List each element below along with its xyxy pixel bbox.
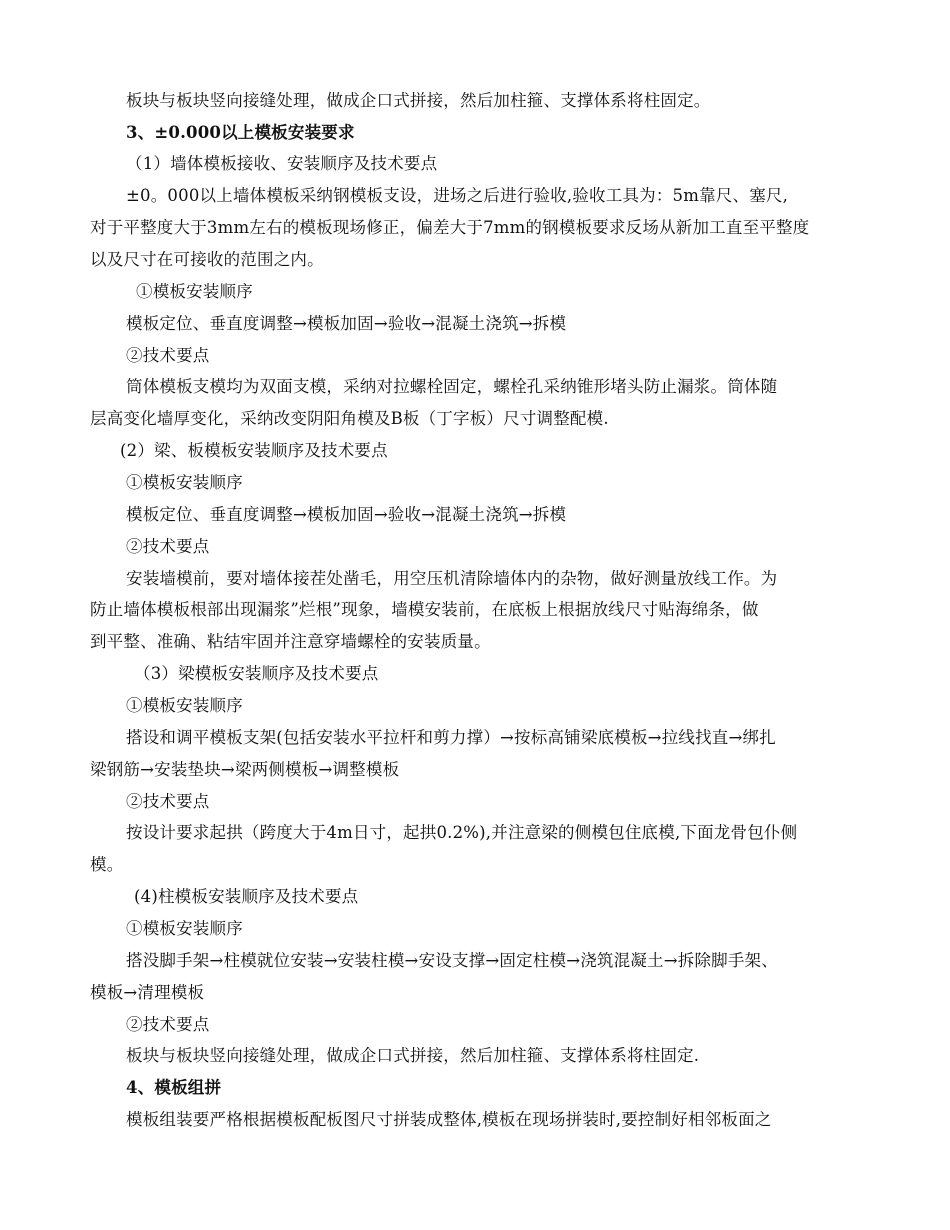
subsection-heading: （3）梁模板安装顺序及技术要点 bbox=[134, 664, 379, 683]
paragraph-line: 搭没脚手架→柱模就位安装→安装柱模→安设支撑→固定柱模→浇筑混凝土→拆除脚手架、 bbox=[126, 951, 778, 970]
section-heading: 4、模板组拼 bbox=[126, 1078, 222, 1097]
subsection-heading: (2）梁、板模板安装顺序及技术要点 bbox=[120, 441, 388, 460]
paragraph-line: 对于平整度大于3mm左右的模板现场修正，偏差大于7mm的钢模板要求反场从新加工直至平整度 bbox=[90, 218, 810, 237]
paragraph-line: 防止墙体模板根部出现漏浆”烂根”现象，墙模安装前，在底板上根据放线尺寸贴海绵条，做 bbox=[90, 600, 759, 619]
item-heading: ①模板安装顺序 bbox=[126, 919, 243, 938]
item-heading: ②技术要点 bbox=[126, 792, 210, 811]
paragraph-line: 按设计要求起拱（跨度大于4m日寸，起拱0.2%),并注意梁的侧模包住底模,下面龙骨包仆侧 bbox=[126, 823, 798, 842]
paragraph-line: 搭设和调平模板支架(包括安装水平拉杆和剪力撑）→按标高铺梁底模板→拉线找直→绑扎 bbox=[126, 728, 776, 747]
item-heading: ①模板安装顺序 bbox=[126, 696, 243, 715]
section-heading: 3、±0.000以上模板安装要求 bbox=[126, 123, 355, 142]
paragraph-line: 板块与板块竖向接缝处理，做成企口式拼接，然后加柱箍、支撑体系将柱固定. bbox=[126, 1046, 700, 1065]
item-heading: ②技术要点 bbox=[126, 1015, 210, 1034]
paragraph-line: 以及尺寸在可接收的范围之内。 bbox=[90, 250, 324, 269]
paragraph-line: 筒体模板支模均为双面支模，采纳对拉螺栓固定，螺栓孔采纳锥形堵头防止漏浆。筒体随 bbox=[126, 377, 778, 396]
item-heading: ①模板安装顺序 bbox=[126, 473, 243, 492]
paragraph-line: 模板定位、垂直度调整→模板加固→验收→混凝土浇筑→拆模 bbox=[126, 314, 567, 333]
item-heading: ①模板安装顺序 bbox=[136, 282, 253, 301]
paragraph-line: 模板定位、垂直度调整→模板加固→验收→混凝土浇筑→拆模 bbox=[126, 505, 567, 524]
item-heading: ②技术要点 bbox=[126, 537, 210, 556]
paragraph-line: 安装墙模前，要对墙体接茬处凿毛，用空压机清除墙体内的杂物，做好测量放线工作。为 bbox=[126, 569, 778, 588]
paragraph-line: 层高变化墙厚变化，采纳改变阴阳角模及B板（丁字板）尺寸调整配模. bbox=[90, 409, 609, 428]
paragraph-line: 到平整、准确、粘结牢固并注意穿墙螺栓的安装质量。 bbox=[90, 632, 491, 651]
paragraph-line: 模板组装要严格根据模板配板图尺寸拼装成整体,模板在现场拼装时,要控制好相邻板面之 bbox=[126, 1110, 772, 1129]
subsection-heading: (4)柱模板安装顺序及技术要点 bbox=[134, 887, 359, 906]
paragraph-line: 模。 bbox=[90, 855, 124, 874]
paragraph-line: ±0。000以上墙体模板采纳钢模板支设，进场之后进行验收,验收工具为：5m靠尺、塞尺, bbox=[126, 186, 789, 205]
paragraph-line: 梁钢筋→安装垫块→梁两侧模板→调整模板 bbox=[90, 760, 400, 779]
paragraph-line: 模板→清理模板 bbox=[90, 983, 205, 1002]
item-heading: ②技术要点 bbox=[126, 346, 210, 365]
paragraph-line: 板块与板块竖向接缝处理，做成企口式拼接，然后加柱箍、支撑体系将柱固定。 bbox=[126, 91, 711, 110]
subsection-heading: （1）墙体模板接收、安装顺序及技术要点 bbox=[126, 154, 438, 173]
